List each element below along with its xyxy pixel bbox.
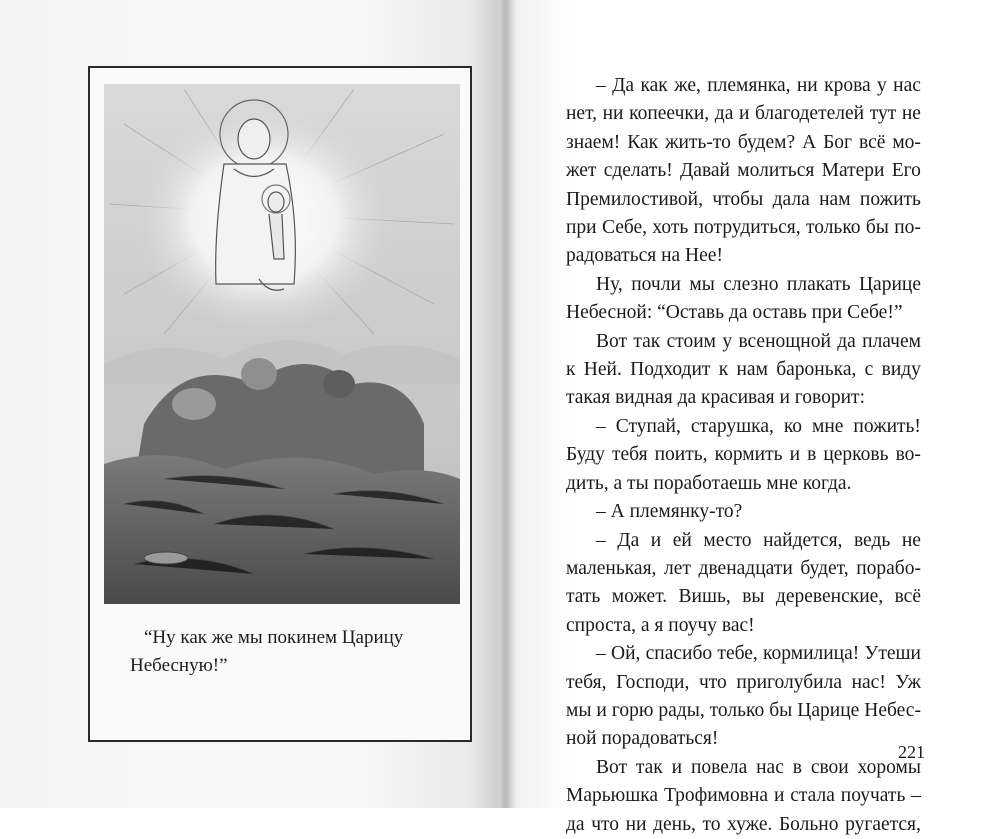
text-line: мы и горю рады, только бы Царице Небес- (566, 699, 921, 721)
text-line: нет, ни копеечки, да и благодетелей тут не (566, 103, 921, 125)
illustration-caption: “Ну как же мы покинем Царицу Небесную!” (130, 627, 404, 676)
text-line: – Ой, спасибо тебе, кормилица! Утеши (596, 643, 921, 665)
illustration-frame (88, 66, 472, 742)
text-line: – Да как же, племянка, ни крова у нас (596, 75, 921, 96)
text-line: к Ней. Подходит к нам баронька, с виду (566, 359, 921, 381)
text-line: тать может. Вишь, вы деревенские, всё (566, 586, 921, 608)
text-line: Марьюшка Трофимовна и стала поучать – (566, 785, 921, 807)
text-line: знаем! Как жить-то будем? А Бог всё мо- (566, 131, 921, 153)
text-line: Небесной: “Оставь да оставь при Себе!” (566, 302, 903, 324)
text-line: Премилостивой, чтобы дала нам пожить (566, 188, 921, 210)
text-line: тебя, Господи, что приголубила нас! Уж (566, 671, 921, 693)
text-line: Вот так и повела нас в свои хоромы (596, 756, 921, 778)
text-line: Вот так стоим у всенощной да плачем (596, 330, 921, 352)
text-line: да что ни день, то хуже. Больно ругается, (566, 813, 921, 835)
text-line: Ну, почли мы слезно плакать Царице (596, 273, 921, 295)
text-line: радоваться на Нее! (566, 245, 723, 267)
text-line: Буду тебя поить, кормить и в церковь во- (566, 444, 921, 466)
text-line: маленькая, лет двенадцати будет, порабо- (566, 557, 921, 579)
page-number: 221 (898, 742, 925, 762)
text-line: при Себе, хоть потрудиться, только бы по- (566, 217, 921, 239)
text-line: такая видная да красивая и говорит: (566, 387, 865, 409)
text-line: дить, а ты поработаешь мне когда. (566, 472, 852, 494)
left-page (0, 0, 505, 808)
text-line: ной порадоваться! (566, 728, 719, 750)
body-text (566, 72, 921, 839)
text-line: – Да и ей место найдется, ведь не (596, 529, 921, 551)
text-line: жет сделать! Давай молиться Матери Его (566, 160, 921, 182)
text-line: – Ступай, старушка, ко мне пожить! (596, 415, 921, 437)
text-line: спроста, а я поучу вас! (566, 614, 755, 636)
text-line: – А племянку-то? (596, 501, 743, 523)
illustration (104, 84, 460, 674)
